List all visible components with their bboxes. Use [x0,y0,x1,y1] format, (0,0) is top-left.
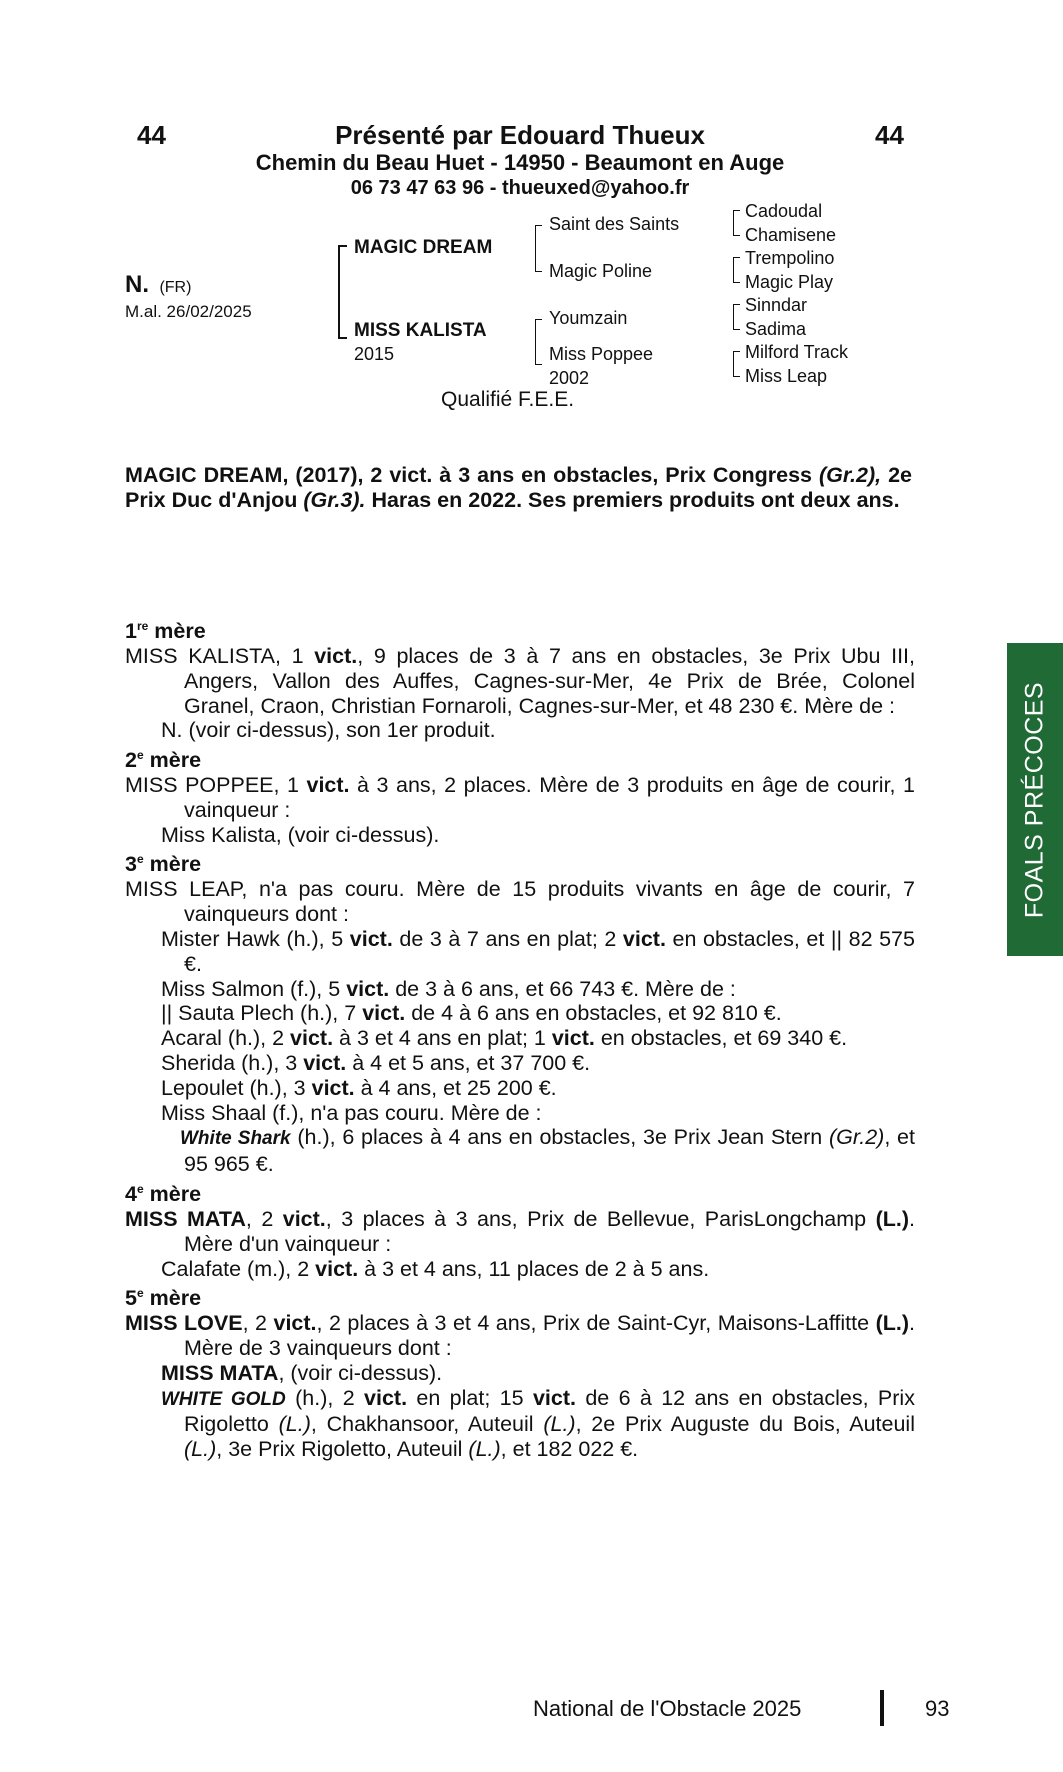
horse-name: N. [125,271,149,298]
pedigree-g3-item: Trempolino [745,248,835,268]
sire-description: MAGIC DREAM, (2017), 2 vict. à 3 ans en obstacles, Prix Congress (Gr.2), 2e Prix Duc d'Anjou (Gr.3). Haras en 2022. Ses premiers produits ont deux ans. [125,463,912,512]
pedigree-g3-item: Sadima [745,319,807,339]
pedigree-dam-dam-year: 2002 [549,368,590,388]
section-fifth-dam: 5e mère [125,1286,202,1311]
second-dam-child: Miss Kalista, (voir ci-dessus). [161,822,440,847]
list-item: || Sauta Plech (h.), 7 vict. de 4 à 6 ans en obstacles, et 92 810 €. [161,1001,782,1026]
list-item: Sherida (h.), 3 vict. à 4 et 5 ans, et 37 700 €. [161,1051,591,1076]
lot-number-left: 44 [137,120,166,150]
pedigree-sire-sire: Saint des Saints [549,214,680,234]
lot-number-right: 44 [875,120,904,150]
third-dam-entry: MISS LEAP, n'a pas couru. Mère de 15 produits vivants en âge de courir, 7 vainqueurs dont : [125,877,915,927]
list-item: Mister Hawk (h.), 5 vict. de 3 à 7 ans en plat; 2 vict. en obstacles, et || 82 575 €. [161,927,915,976]
pedigree-dam: MISS KALISTA [354,320,487,341]
pedigree-bracket-parents [338,245,347,339]
section-second-dam: 2e mère [125,748,202,773]
footer-separator [880,1690,884,1726]
fourth-dam-entry: MISS MATA, 2 vict., 3 places à 3 ans, Prix de Bellevue, ParisLongchamp (L.). Mère d'un vainqueur : [125,1206,915,1256]
pedigree-bracket-g3-1 [733,210,740,236]
list-item: MISS MATA, (voir ci-dessus). [161,1360,443,1385]
female-line [125,614,915,1462]
fifth-dam-entry: MISS LOVE, 2 vict., 2 places à 3 et 4 ans, Prix de Saint-Cyr, Maisons-Laffitte (L.). Mère de 3 vainqueurs dont : [125,1311,915,1361]
list-item: Miss Shaal (f.), n'a pas couru. Mère de : [161,1100,542,1125]
list-item: WHITE GOLD (h.), 2 vict. en plat; 15 vict. de 6 à 12 ans en obstacles, Prix Rigoletto (L.), Chakhansoor, Auteuil (L.), 2e Prix Auguste du Bois, Auteuil (L.), 3e Prix Rigoletto, Auteuil (L.), et 182 022 €. [161,1385,915,1462]
pedigree-g3-item: Miss Leap [745,366,828,386]
first-dam-entry: MISS KALISTA, 1 vict., 9 places de 3 à 7 ans en obstacles, 3e Prix Ubu III, Angers, Vallon des Auffes, Cagnes-sur-Mer, 4e Prix de Brée, Colonel Granel, Craon, Christian Fornaroli, Cagnes-sur-Mer, et 48 230 €. Mère de : [125,643,915,718]
pedigree-g3-item: Sinndar [745,295,808,315]
qualification: Qualifié F.E.E. [441,388,575,411]
section-side-tab [1007,643,1063,956]
presenter: Présenté par Edouard Thueux [335,120,705,150]
contact: 06 73 47 63 96 - thueuxed@yahoo.fr [350,177,690,199]
first-dam-child: N. (voir ci-dessus), son 1er produit. [161,718,496,743]
page-number: 93 [925,1696,950,1721]
footer-publication: National de l'Obstacle 2025 [533,1696,802,1721]
section-first-dam: 1re mère [125,619,206,644]
pedigree-sire: MAGIC DREAM [354,237,493,258]
pedigree-g3-item: Milford Track [745,342,849,362]
pedigree-dam-sire: Youmzain [549,308,628,328]
pedigree-dam-dam: Miss Poppee [549,344,654,364]
list-item: Miss Salmon (f.), 5 vict. de 3 à 6 ans, et 66 743 €. Mère de : [161,976,736,1001]
pedigree-g3-item: Cadoudal [745,201,823,221]
horse-info: M.al. 26/02/2025 [125,302,252,321]
pedigree-bracket-sire [535,225,542,272]
list-item: White Shark (h.), 6 places à 4 ans en obstacles, 3e Prix Jean Stern (Gr.2), et 95 965 €. [180,1125,915,1177]
pedigree-dam-year: 2015 [354,344,395,364]
list-item: Calafate (m.), 2 vict. à 3 et 4 ans, 11 places de 2 à 5 ans. [161,1256,710,1281]
pedigree-sire-dam: Magic Poline [549,261,653,281]
side-tab-label: FOALS PRÉCOCES [1020,681,1049,918]
second-dam-entry: MISS POPPEE, 1 vict. à 3 ans, 2 places. Mère de 3 produits en âge de courir, 1 vainqueur : [125,773,915,822]
pedigree-bracket-g3-4 [733,351,740,377]
address: Chemin du Beau Huet - 14950 - Beaumont en Auge [255,150,785,175]
section-fourth-dam: 4e mère [125,1182,202,1207]
horse-origin: (FR) [159,279,192,296]
list-item: Lepoulet (h.), 3 vict. à 4 ans, et 25 200 €. [161,1075,557,1100]
pedigree-g3-item: Magic Play [745,272,834,292]
list-item: Acaral (h.), 2 vict. à 3 et 4 ans en plat; 1 vict. en obstacles, et 69 340 €. [161,1026,848,1051]
pedigree-bracket-g3-2 [733,257,740,283]
pedigree-bracket-dam [535,319,542,365]
section-third-dam: 3e mère [125,852,202,877]
horse-identity [125,271,191,299]
pedigree-g3-item: Chamisene [745,225,837,245]
pedigree-bracket-g3-3 [733,304,740,330]
